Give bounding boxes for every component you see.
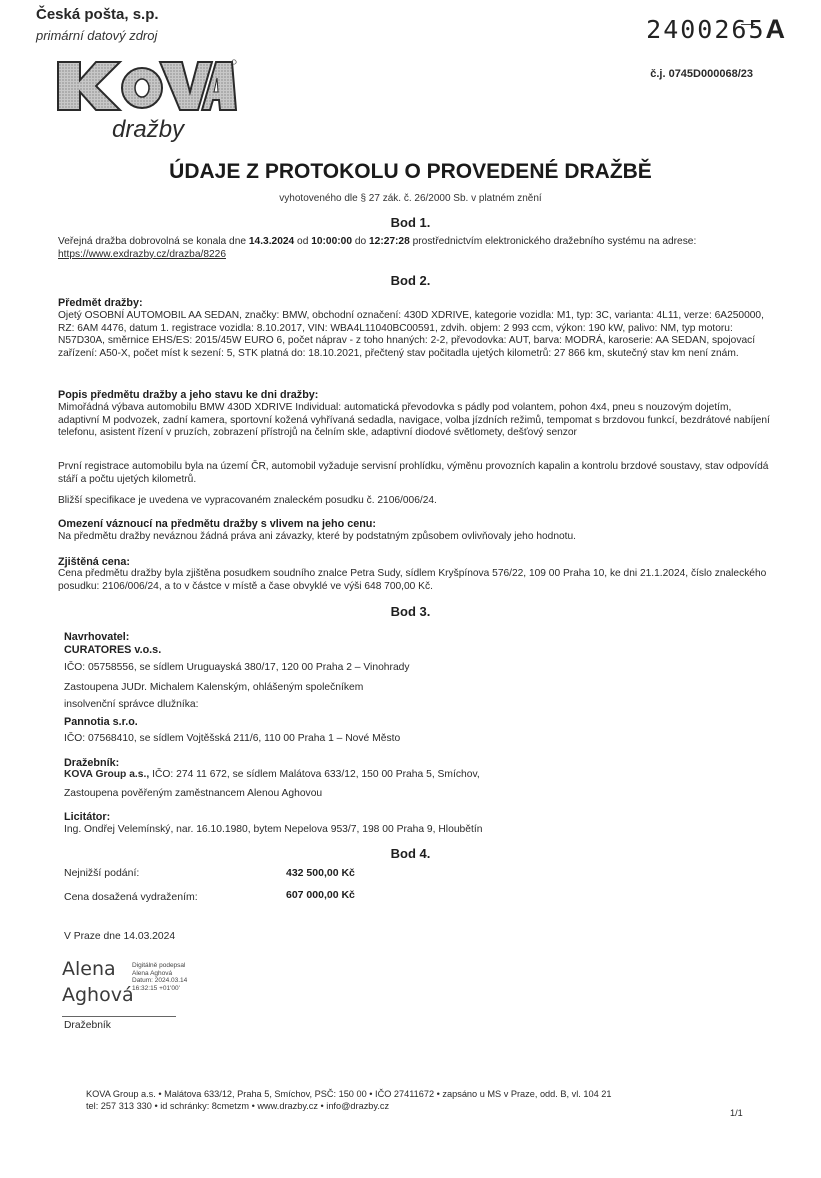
- signature-last-name: Aghová: [62, 984, 134, 1006]
- nejnizsi-podani-value: 432 500,00 Kč: [286, 867, 355, 879]
- bod1-heading: Bod 1.: [390, 215, 431, 230]
- popis-paragraph-3: Bližší specifikace je uvedena ve vypracovaném znaleckém posudku č. 2106/006/24.: [58, 495, 437, 506]
- navrhovatel-name: CURATORES v.o.s.: [64, 644, 162, 656]
- cena-vydrazeni-value: 607 000,00 Kč: [286, 889, 355, 901]
- popis-paragraph-2: První registrace automobilu byla na území ČR, automobil vyžaduje servisní prohlídku, výměnu provozních kapalin a kontrolu brzdové soustavy, stav odpovídá stáří a počtu ujetých kilometrů.: [58, 461, 769, 485]
- omezeni-heading: Omezení váznoucí na předmětu dražby s vlivem na jeho cenu:: [58, 518, 376, 530]
- bod1-text-a: Veřejná dražba dobrovolná se konala dne: [58, 236, 249, 247]
- reference-number: č.j. 0745D000068/23: [650, 68, 753, 80]
- document-number-digits: 2400265: [646, 15, 766, 44]
- postal-stamp-source: primární datový zdroj: [36, 28, 158, 43]
- postal-stamp-org: Česká pošta, s.p.: [36, 6, 159, 23]
- footer-line-1: KOVA Group a.s. • Malátova 633/12, Praha 5, Smíchov, PSČ: 150 00 • IČO 27411672 • zapsáno u MS v Praze, odd. B, vl. 104 21: [86, 1089, 612, 1099]
- popis-paragraph-1: Mimořádná výbava automobilu BMW 430D XDRIVE Individual: automatická převodovka s pádly pod volantem, pohon 4x4, pneu s nouzovým dojetím, adaptivní M podvozek, zadní kamera, sportovní kožená vyhřívaná sedadla, navigace, volba jízdních režimů, tempomat s brzdovou funkcí, bezdrátové nabíjení telefonu, asistent řízení v pruzích, zobrazení přístrojů na čelním skle, adaptivní diodové světlomety, dešťový senzor: [58, 402, 770, 439]
- drazebnik-zastoupeni: Zastoupena pověřeným zaměstnancem Alenou Aghovou: [64, 788, 323, 799]
- document-number: [646, 14, 787, 45]
- licitator-heading: Licitátor:: [64, 811, 111, 823]
- place-date: V Praze dne 14.03.2024: [64, 931, 176, 942]
- nejnizsi-podani-label: Nejnižší podání:: [64, 867, 140, 879]
- dluznik-ico: IČO: 07568410, se sídlem Vojtěšská 211/6, 110 00 Praha 1 – Nové Město: [64, 733, 401, 744]
- auction-url-link[interactable]: https://www.exdrazby.cz/drazba/8226: [58, 248, 226, 260]
- digital-signature-date: Datum: 2024.03.14: [132, 977, 188, 984]
- cena-text: Cena předmětu dražby byla zjištěna posudkem soudního znalce Petra Sudy, sídlem Kryšpínova 576/22, 109 00 Praha 10, ke dni 21.1.2024, číslo znaleckého posudku: 2106/006/24, a to v částce v místě a čase obvyklé ve výši 648 700,00 Kč.: [58, 568, 767, 592]
- drazebnik-heading: Dražebník:: [64, 757, 120, 769]
- auction-date: 14.3.2024: [248, 236, 295, 247]
- cena-heading: Zjištěná cena:: [58, 556, 131, 568]
- navrhovatel-zastoupeni: Zastoupena JUDr. Michalem Kalenským, ohlášeným společníkem: [64, 682, 364, 693]
- insolvencni-spravce: insolvenční správce dlužníka:: [64, 699, 199, 710]
- bod1-text-c: do: [351, 236, 369, 247]
- document-number-suffix: A: [765, 14, 787, 44]
- document-title: ÚDAJE Z PROTOKOLU O PROVEDENÉ DRAŽBĚ: [169, 160, 652, 183]
- digital-signature-name: Alena Aghová: [132, 969, 173, 977]
- navrhovatel-heading: Navrhovatel:: [64, 631, 130, 643]
- drazebnik-line: [64, 769, 480, 780]
- signature-role: Dražebník: [64, 1020, 111, 1031]
- popis-heading: Popis předmětu dražby a jeho stavu ke dni dražby:: [58, 389, 319, 401]
- signature-divider: [62, 1016, 176, 1017]
- predmet-text: Ojetý OSOBNÍ AUTOMOBIL AA SEDAN, značky: BMW, obchodní označení: 430D XDRIVE, kategorie vozidla: M1, typ: 3C, varianta: 4L11, verze: 6A250000, RZ: 6AM 4476, datum 1. registrace vozidla: 8.10.2017, VIN: WBA4L11040BC00591, zdvih. objem: 2 993 ccm, výkon: 190 kW, palivo: NM, typ motoru: N57D30A, směrnice EHS/ES: 2015/45W EURO 6, počet náprav - z toho hnaných: 2-2, převodovka: AUT, barva: MODRÁ, karoserie: AA SEDAN, spojovací zařízení: A50-X, počet míst k sezení: 5, STK platná do: 18.10.2021, přečtený stav počitadla ujetých kilometrů: 27 866 km, skutečný stav km není znám.: [58, 310, 764, 359]
- logo-subtitle: dražby: [112, 116, 185, 143]
- bod1-text-b: od: [294, 236, 312, 247]
- drazebnik-name: KOVA Group a.s.,: [64, 769, 153, 780]
- kova-logo-icon: [56, 58, 238, 114]
- dluznik-name: Pannotia s.r.o.: [64, 716, 138, 728]
- drazebnik-details: IČO: 274 11 672, se sídlem Malátova 633/12, 150 00 Praha 5, Smíchov,: [152, 769, 480, 780]
- auction-time-to: 12:27:28: [368, 236, 410, 247]
- signature-first-name: Alena: [62, 958, 116, 980]
- digital-signature-time: 16:32:15 +01'00': [132, 984, 180, 992]
- auction-time-from: 10:00:00: [311, 236, 352, 247]
- licitator-text: Ing. Ondřej Velemínský, nar. 16.10.1980, bytem Nepelova 953/7, 198 00 Praha 9, Hloubětín: [64, 824, 483, 835]
- footer-line-2: tel: 257 313 330 • id schránky: 8cmetzm • www.drazby.cz • info@drazby.cz: [86, 1101, 390, 1111]
- bod1-text: [58, 236, 770, 261]
- predmet-heading: Předmět dražby:: [58, 297, 143, 309]
- page-number: 1/1: [730, 1108, 743, 1118]
- digital-signature-label: Digitálně podepsal: [132, 962, 186, 969]
- bod1-text-d: prostřednictvím elektronického dražebního systému na adrese:: [409, 236, 697, 247]
- cena-vydrazeni-label: Cena dosažená vydražením:: [64, 891, 198, 903]
- bod4-heading: Bod 4.: [390, 846, 431, 861]
- navrhovatel-ico: IČO: 05758556, se sídlem Uruguayská 380/17, 120 00 Praha 2 – Vinohrady: [64, 662, 410, 673]
- document-subtitle: vyhotoveného dle § 27 zák. č. 26/2000 Sb. v platném znění: [279, 193, 542, 204]
- digital-signature-block: [132, 962, 212, 992]
- bod3-heading: Bod 3.: [390, 604, 431, 619]
- bod2-heading: Bod 2.: [390, 273, 431, 288]
- omezeni-text: Na předmětu dražby neváznou žádná práva ani závazky, které by podstatným způsobem ovlivňovaly jeho hodnotu.: [58, 531, 576, 542]
